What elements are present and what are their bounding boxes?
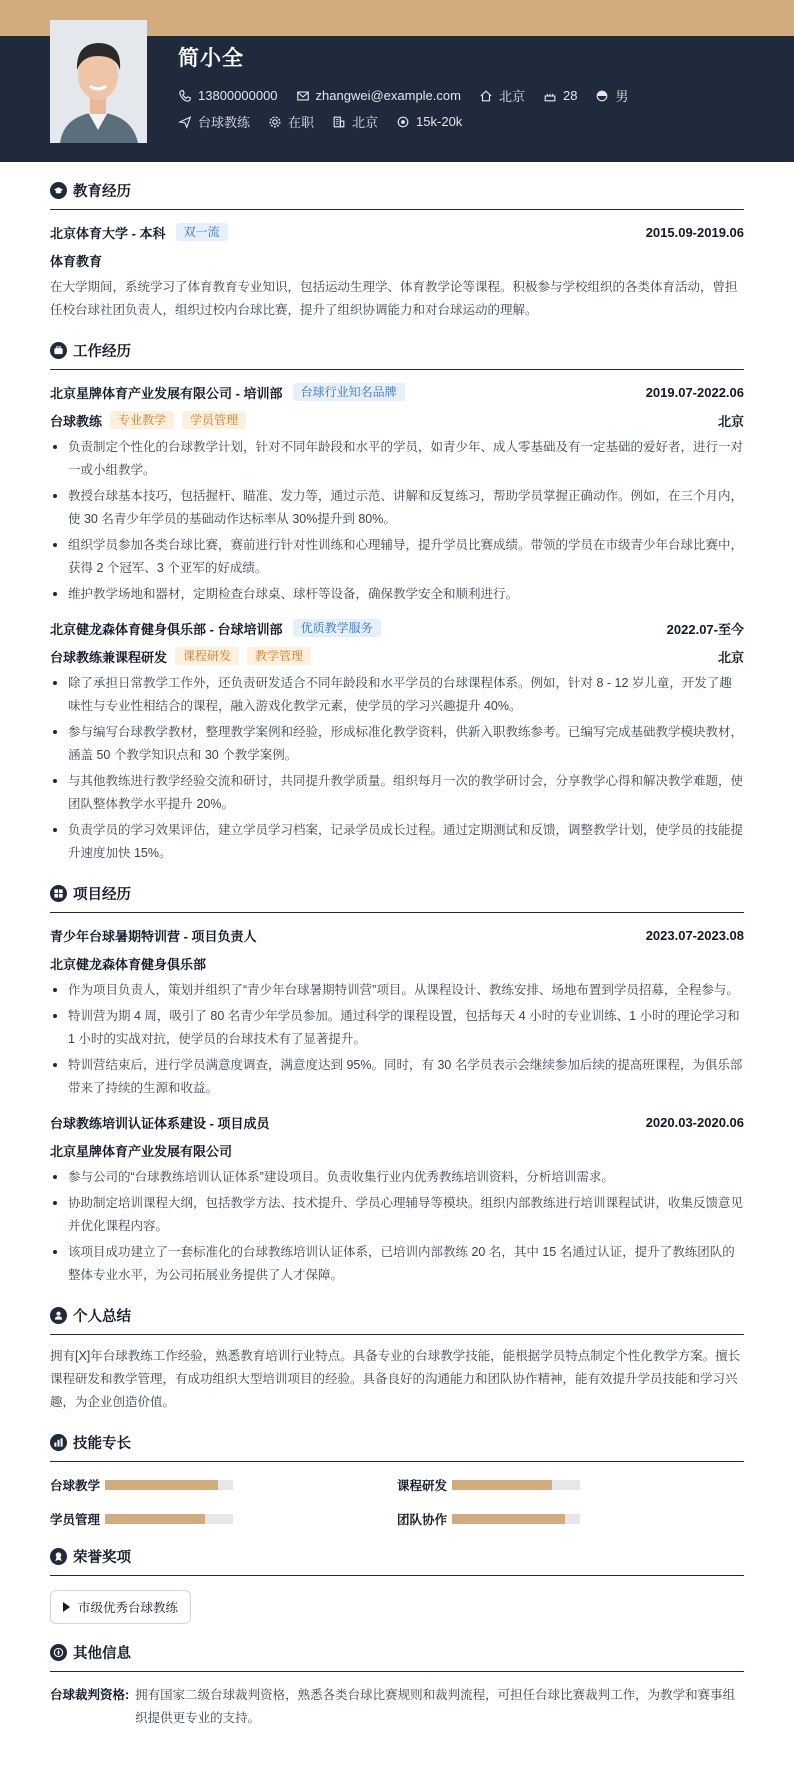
other-header xyxy=(50,1642,744,1672)
school-tag: 双一流 xyxy=(176,223,228,241)
role-tag: 课程研发 xyxy=(175,647,239,665)
awards-title: 荣誉奖项 xyxy=(73,1550,131,1566)
project-org-line xyxy=(50,953,744,973)
summary-title: 个人总结 xyxy=(73,1309,131,1325)
projects-header xyxy=(50,883,744,913)
work-bullets xyxy=(50,436,744,606)
awards-header xyxy=(50,1546,744,1576)
work-date: 2019.07-2022.06 xyxy=(645,384,744,400)
skills-section xyxy=(50,1432,744,1528)
age-text: 28 xyxy=(562,88,578,103)
school-name: 北京体育大学 - 本科 xyxy=(50,225,166,241)
phone-info xyxy=(178,88,278,103)
projects-title: 项目经历 xyxy=(73,887,131,903)
company-tag: 台球行业知名品牌 xyxy=(293,383,405,401)
other-label: 台球裁判资格: xyxy=(50,1688,130,1702)
profile-header xyxy=(0,36,794,162)
project-line xyxy=(50,925,744,945)
email-text: zhangwei@example.com xyxy=(315,88,461,103)
role-name: 台球教练兼课程研发 xyxy=(50,649,168,665)
gender-info xyxy=(595,86,628,105)
status-text: 在职 xyxy=(288,115,315,130)
role-tag: 学员管理 xyxy=(182,411,246,429)
project-org-line xyxy=(50,1140,744,1160)
work-title: 工作经历 xyxy=(73,344,131,360)
salary-info xyxy=(396,114,462,129)
coin-icon xyxy=(396,115,410,129)
phone-text: 13800000000 xyxy=(198,88,278,103)
major-line xyxy=(50,250,744,270)
user-icon xyxy=(50,1307,67,1324)
work-bullets xyxy=(50,672,744,865)
work-date: 2022.07-至今 xyxy=(666,621,744,637)
list-item: 组织学员参加各类台球比赛，赛前进行针对性训练和心理辅导，提升学员比赛成绩。带领的学员在市级青少年台球比赛中，获得 2 个冠军、3 个亚军的好成绩。 xyxy=(50,534,744,580)
target-job-info xyxy=(178,112,250,131)
skill-name: 台球教学 xyxy=(50,1479,101,1493)
role-tag: 专业教学 xyxy=(110,411,174,429)
project-name: 台球教练培训认证体系建设 - 项目成员 xyxy=(50,1115,270,1131)
job-intent-row xyxy=(178,112,480,131)
work-city: 北京 xyxy=(717,413,744,429)
avatar xyxy=(50,20,147,143)
education-section xyxy=(50,180,744,322)
list-item: 该项目成功建立了一套标准化的台球教练培训认证体系，已培训内部教练 20 名，其中 15 名通过认证，提升了教练团队的整体专业水平，为公司拓展业务提供了人才保障。 xyxy=(50,1241,744,1287)
work-header xyxy=(50,340,744,370)
summary-section xyxy=(50,1305,744,1414)
target-city-info xyxy=(332,112,378,131)
project-date: 2023.07-2023.08 xyxy=(645,927,744,943)
send-icon xyxy=(178,115,192,129)
list-item: 作为项目负责人，策划并组织了“青少年台球暑期特训营”项目。从课程设计、教练安排、场地布置到学员招募，全程参与。 xyxy=(50,979,744,1002)
education-header xyxy=(50,180,744,210)
work-company-line xyxy=(50,382,744,402)
skill-item xyxy=(50,1476,397,1494)
work-section xyxy=(50,340,744,865)
award-item xyxy=(50,1590,191,1624)
skill-item xyxy=(50,1510,397,1528)
skill-bar-fill xyxy=(105,1480,218,1490)
skill-bar-fill xyxy=(452,1514,565,1524)
list-item: 参与公司的“台球教练培训认证体系”建设项目。负责收集行业内优秀教练培训资料，分析培训需求。 xyxy=(50,1166,744,1189)
project-entry xyxy=(50,1112,744,1287)
role-name: 台球教练 xyxy=(50,413,103,429)
cake-icon xyxy=(543,89,557,103)
skill-name: 学员管理 xyxy=(50,1513,101,1527)
skill-bar xyxy=(452,1514,580,1524)
triangle-icon xyxy=(63,1602,70,1612)
skill-item xyxy=(397,1476,744,1494)
other-item xyxy=(50,1684,744,1730)
mail-icon xyxy=(296,89,310,103)
skill-bar xyxy=(452,1480,580,1490)
skill-name: 团队协作 xyxy=(397,1513,448,1527)
list-item: 参与编写台球教学教材，整理教学案例和经验，形成标准化教学资料，供新入职教练参考。已编写完成基础教学模块教材，涵盖 50 个教学知识点和 30 个教学案例。 xyxy=(50,721,744,767)
profile-name: 简小全 xyxy=(178,47,244,70)
education-line xyxy=(50,222,744,242)
project-bullets xyxy=(50,979,744,1100)
summary-text: 拥有[X]年台球教练工作经验，熟悉教育培训行业特点。具备专业的台球教学技能，能根据学员特点制定个性化教学方案。擅长课程研发和教学管理，有成功组织大型培训项目的经验。具备良好的沟通能力和团队协作精神，能有效提升学员技能和学习兴趣，为企业创造价值。 xyxy=(50,1349,741,1409)
skill-bar-fill xyxy=(105,1514,205,1524)
project-date: 2020.03-2020.06 xyxy=(645,1114,744,1130)
bar-chart-icon xyxy=(50,1434,67,1451)
other-section xyxy=(50,1642,744,1730)
work-company-line xyxy=(50,618,744,638)
skills-header xyxy=(50,1432,744,1462)
awards-section xyxy=(50,1546,744,1624)
skill-bar xyxy=(105,1514,233,1524)
award-text: 市级优秀台球教练 xyxy=(78,1601,179,1615)
email-info xyxy=(296,88,461,103)
skills-grid xyxy=(50,1476,744,1528)
medal-icon xyxy=(50,1548,67,1565)
graduation-cap-icon xyxy=(50,182,67,199)
list-item: 与其他教练进行教学经验交流和研讨，共同提升教学质量。组织每月一次的教学研讨会，分享教学心得和解决教学难题，使团队整体教学水平提升 20%。 xyxy=(50,770,744,816)
project-entry xyxy=(50,925,744,1100)
other-text: 拥有国家二级台球裁判资格，熟悉各类台球比赛规则和裁判流程，可担任台球比赛裁判工作，为教学和赛事组织提供更专业的支持。 xyxy=(135,1688,736,1725)
education-entry xyxy=(50,222,744,322)
contact-row xyxy=(178,86,646,105)
company-tag: 优质教学服务 xyxy=(293,619,381,637)
skill-bar-fill xyxy=(452,1480,552,1490)
list-item: 负责学员的学习效果评估，建立学员学习档案，记录学员成长过程。通过定期测试和反馈，调整教学计划，使学员的技能提升速度加快 15%。 xyxy=(50,819,744,865)
home-icon xyxy=(479,89,493,103)
briefcase-icon xyxy=(50,342,67,359)
list-item: 维护教学场地和器材，定期检查台球桌、球杆等设备，确保教学安全和顺利进行。 xyxy=(50,583,744,606)
skill-name: 课程研发 xyxy=(397,1479,448,1493)
projects-section xyxy=(50,883,744,1287)
work-role-line xyxy=(50,410,744,430)
company-name: 北京星牌体育产业发展有限公司 - 培训部 xyxy=(50,385,283,401)
building-icon xyxy=(332,115,346,129)
phone-icon xyxy=(178,89,192,103)
gender-icon xyxy=(595,89,609,103)
target-job-text: 台球教练 xyxy=(198,115,251,130)
work-city: 北京 xyxy=(717,649,744,665)
list-item: 协助制定培训课程大纲，包括教学方法、技术提升、学员心理辅导等模块。组织内部教练进行培训课程试讲，收集反馈意见并优化课程内容。 xyxy=(50,1192,744,1238)
project-line xyxy=(50,1112,744,1132)
major-name: 体育教育 xyxy=(50,253,103,269)
location-info xyxy=(479,86,525,105)
list-item: 除了承担日常教学工作外，还负责研发适合不同年龄段和水平学员的台球课程体系。例如，针对 8 - 12 岁儿童，开发了趣味性与专业性相结合的课程，融入游戏化教学元素，使学员的学习兴趣提升 40%。 xyxy=(50,672,744,718)
location-text: 北京 xyxy=(498,89,525,104)
project-bullets xyxy=(50,1166,744,1287)
project-org: 北京星牌体育产业发展有限公司 xyxy=(50,1143,233,1159)
status-info xyxy=(268,112,314,131)
salary-text: 15k-20k xyxy=(416,114,463,129)
list-item: 特训营结束后，进行学员满意度调查，满意度达到 95%。同时，有 30 名学员表示会继续参加后续的提高班课程，为俱乐部带来了持续的生源和收益。 xyxy=(50,1054,744,1100)
skill-item xyxy=(397,1510,744,1528)
project-name: 青少年台球暑期特训营 - 项目负责人 xyxy=(50,928,257,944)
education-desc: 在大学期间，系统学习了体育教育专业知识，包括运动生理学、体育教学论等课程。积极参与学校组织的各类体育活动，曾担任校台球社团负责人，组织过校内台球比赛，提升了组织协调能力和对台球运动的理解。 xyxy=(50,280,738,317)
list-item: 特训营为期 4 周，吸引了 80 名青少年学员参加。通过科学的课程设置，包括每天 4 小时的专业训练、1 小时的理论学习和 1 小时的实战对抗，使学员的台球技术有了显著提升。 xyxy=(50,1005,744,1051)
list-item: 负责制定个性化的台球教学计划，针对不同年龄段和水平的学员，如青少年、成人零基础及有一定基础的爱好者，进行一对一或小组教学。 xyxy=(50,436,744,482)
work-role-line xyxy=(50,646,744,666)
skills-title: 技能专长 xyxy=(73,1436,131,1452)
gender-text: 男 xyxy=(615,89,629,104)
resume-content xyxy=(0,180,794,1730)
other-title: 其他信息 xyxy=(73,1646,131,1662)
list-item: 教授台球基本技巧，包括握杆、瞄准、发力等，通过示范、讲解和反复练习，帮助学员掌握正确动作。例如，在三个月内，使 30 名青少年学员的基础动作达标率从 30%提升到 80%。 xyxy=(50,485,744,531)
skill-bar xyxy=(105,1480,233,1490)
role-tag: 教学管理 xyxy=(247,647,311,665)
education-date: 2015.09-2019.06 xyxy=(645,224,744,240)
gear-icon xyxy=(268,115,282,129)
work-entry xyxy=(50,618,744,865)
project-org: 北京健龙森体育健身俱乐部 xyxy=(50,956,207,972)
education-title: 教育经历 xyxy=(73,184,131,200)
compass-icon xyxy=(50,1644,67,1661)
company-name: 北京健龙森体育健身俱乐部 - 台球培训部 xyxy=(50,621,283,637)
summary-header xyxy=(50,1305,744,1335)
target-city-text: 北京 xyxy=(352,115,379,130)
age-info xyxy=(543,88,577,103)
work-entry xyxy=(50,382,744,606)
grid-icon xyxy=(50,885,67,902)
